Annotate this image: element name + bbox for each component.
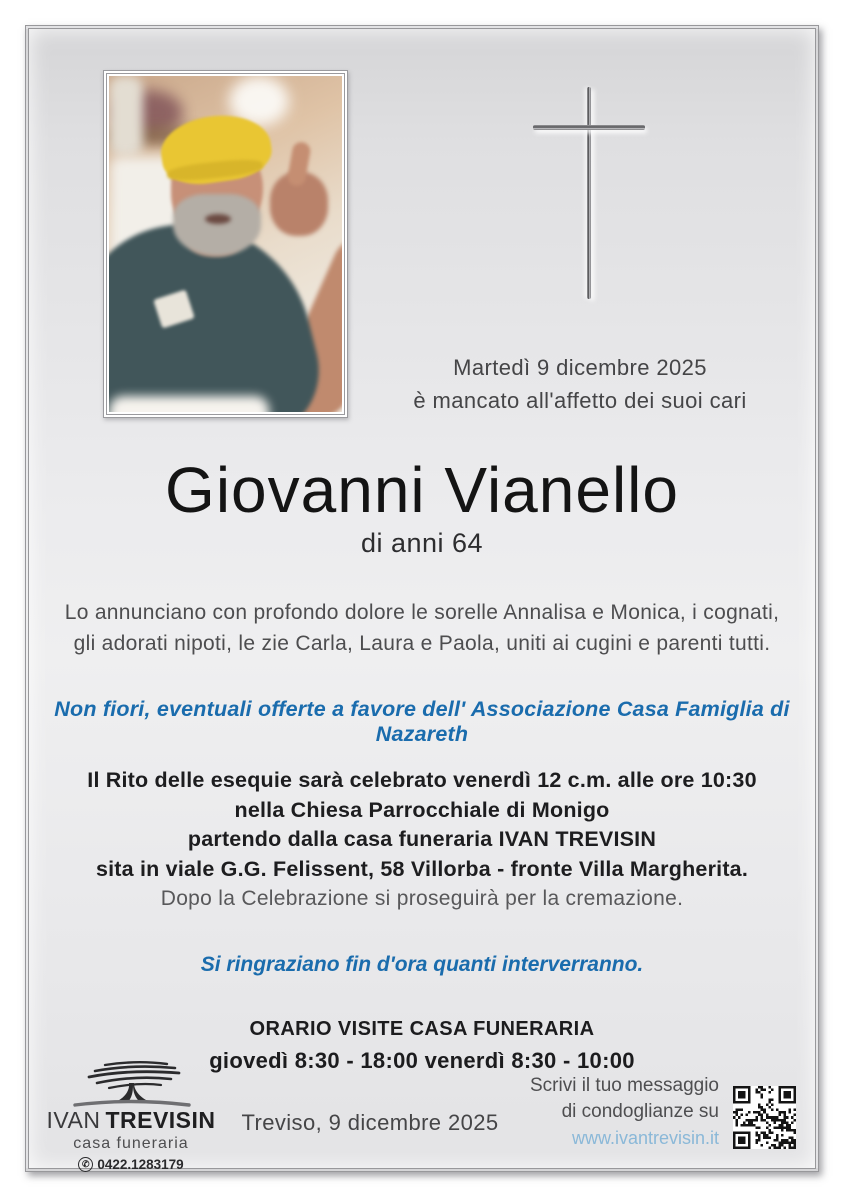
logo-name-bold: TREVISIN [105, 1107, 216, 1133]
condolence-line1: Scrivi il tuo messaggio [529, 1075, 719, 1096]
ceremony-line1: Il Rito delle esequie sarà celebrato venerdì 12 c.m. alle ore 10:30 [87, 768, 757, 792]
family-announcement [29, 597, 815, 659]
ceremony-line3: partendo dalla casa funeraria IVAN TREVISIN [187, 827, 657, 851]
deceased-age: di anni 64 [360, 528, 484, 558]
announcement-line2: gli adorati nipoti, le zie Carla, Laura e Paola, uniti ai cugini e parenti tutti. [73, 632, 771, 655]
photo-table [109, 396, 269, 412]
phone-number: 0422.1283179 [97, 1157, 184, 1172]
ceremony-line4: sita in viale G.G. Felissent, 58 Villorba - fronte Villa Margherita. [95, 856, 749, 881]
photo-mouth [205, 214, 231, 224]
funeral-home-subtitle: casa funeraria [73, 1135, 189, 1152]
website-link[interactable]: www.ivantrevisin.it [571, 1128, 719, 1148]
cross-horizontal-bar [533, 125, 645, 130]
place-date: Treviso, 9 dicembre 2025 [241, 1110, 499, 1135]
visiting-hours-title: ORARIO VISITE CASA FUNERARIA [249, 1018, 595, 1040]
ceremony-line2: nella Chiesa Parrocchiale di Monigo [234, 797, 610, 822]
ceremony-details [29, 766, 815, 914]
condolence-line2: di condoglianze su [561, 1101, 719, 1122]
tree-icon [67, 1059, 195, 1109]
ceremony-line5: Dopo la Celebrazione si proseguirà per la cremazione. [160, 887, 684, 910]
death-date [380, 351, 780, 417]
donation-notice: Non fiori, eventuali offerte a favore dell' Associazione Casa Famiglia di Nazareth [54, 697, 790, 746]
funeral-home-phone [41, 1157, 221, 1172]
deceased-photo [109, 76, 342, 412]
qr-code [733, 1086, 796, 1149]
cross-vertical-bar [587, 87, 591, 299]
deceased-photo-frame [103, 70, 348, 418]
condolence-message [530, 1073, 719, 1151]
announcement-line1: Lo annunciano con profondo dolore le sorelle Annalisa e Monica, i cognati, [64, 601, 780, 624]
phone-icon: ✆ [78, 1157, 93, 1172]
death-date-line1: Martedì 9 dicembre 2025 [453, 355, 707, 380]
death-date-line2: è mancato all'affetto dei suoi cari [413, 388, 747, 413]
visiting-hours-times: giovedì 8:30 - 18:00 venerdì 8:30 - 10:00 [209, 1048, 635, 1073]
funeral-home-name [41, 1107, 221, 1134]
thanks-note: Si ringraziano fin d'ora quanti interverranno. [200, 953, 644, 976]
photo-beard [173, 194, 261, 256]
obituary-card [25, 25, 819, 1172]
cross-icon [529, 85, 649, 305]
funeral-home-logo [41, 1059, 221, 1172]
logo-name-light: IVAN [46, 1107, 101, 1133]
deceased-name: Giovanni Vianello [165, 454, 679, 526]
photo-background-bottle [109, 76, 143, 156]
